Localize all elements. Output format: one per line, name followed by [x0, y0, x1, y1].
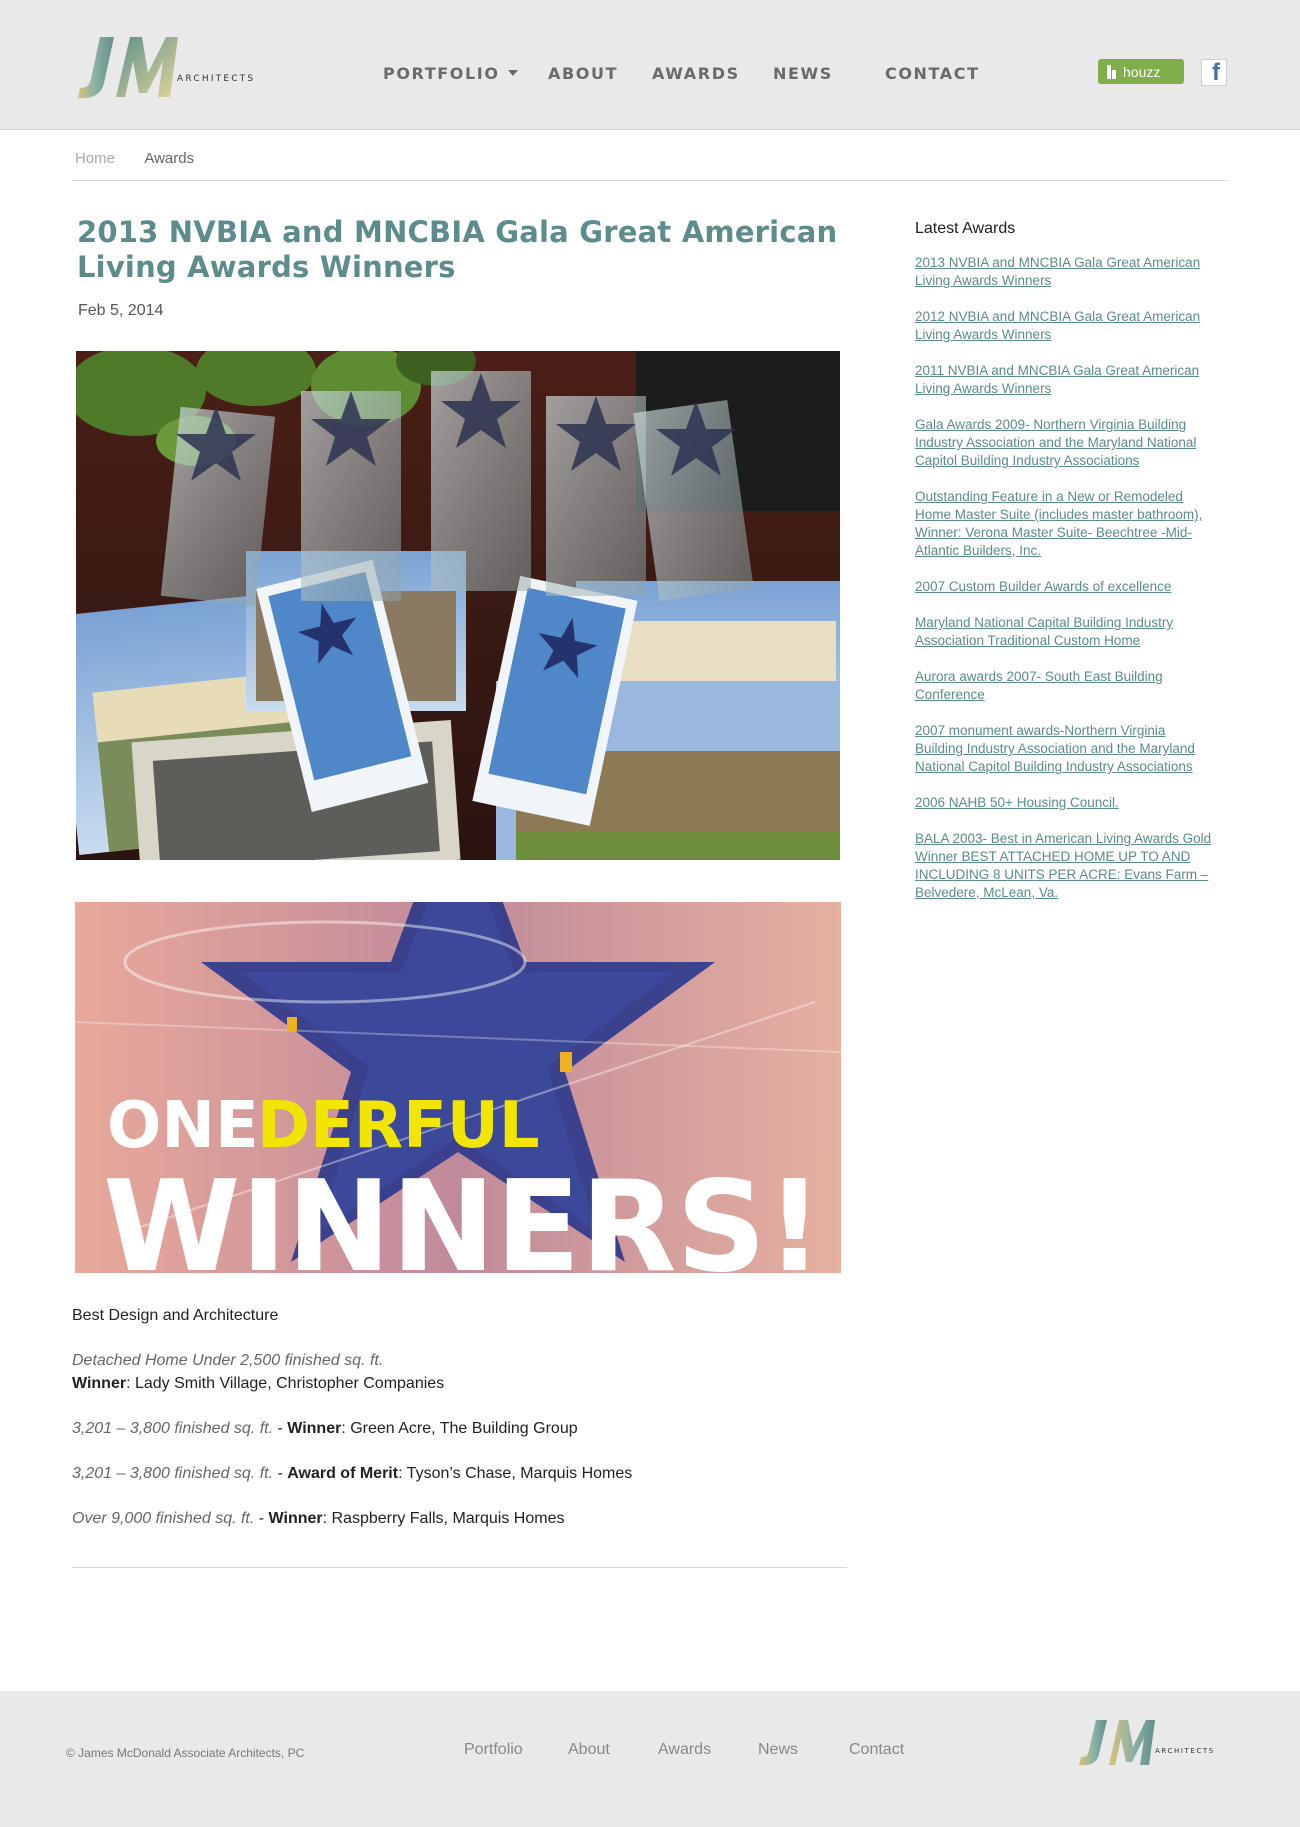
award-link[interactable]: 2006 NAHB 50+ Housing Council.	[915, 795, 1119, 810]
footer-jm-logo[interactable]	[1075, 1718, 1225, 1768]
award-entry	[72, 1462, 852, 1485]
award-category: Over 9,000 finished sq. ft.	[72, 1510, 255, 1527]
separator: -	[254, 1510, 269, 1527]
award-link[interactable]: Maryland National Capital Building Industry Association Traditional Custom Home	[915, 615, 1174, 648]
award-type: Award of Merit	[287, 1465, 399, 1482]
article-divider	[72, 1567, 847, 1568]
award-entry	[72, 1349, 852, 1372]
award-category: 3,201 – 3,800 finished sq. ft.	[72, 1465, 274, 1482]
breadcrumb-home[interactable]: Home	[75, 150, 116, 167]
award-link[interactable]: 2007 monument awards-Northern Virginia Building Industry Association and the Maryland National Capitol Building Industry Associations	[915, 723, 1195, 774]
footer-nav-portfolio[interactable]: Portfolio	[464, 1741, 523, 1758]
site-header	[0, 0, 1300, 130]
banner-one-text: ONE	[107, 1089, 259, 1163]
separator: -	[273, 1420, 288, 1437]
facebook-icon[interactable]	[1201, 59, 1227, 86]
logo-architects-text: ARCHITECTS	[177, 74, 256, 84]
list-item	[915, 722, 1215, 776]
award-link[interactable]: 2013 NVBIA and MNCBIA Gala Great American Living Awards Winners	[915, 255, 1201, 288]
award-entry	[72, 1507, 852, 1530]
houzz-label: houzz	[1123, 63, 1161, 80]
banner-derful-text: DERFUL	[257, 1089, 540, 1163]
footer-nav-news[interactable]: News	[758, 1741, 799, 1758]
footer-logo-architects-text: ARCHITECTS	[1155, 1747, 1215, 1755]
footer-nav-about[interactable]: About	[568, 1741, 610, 1758]
list-item	[915, 254, 1215, 290]
list-item	[915, 794, 1215, 812]
sidebar-heading: Latest Awards	[915, 220, 1016, 237]
award-entry	[72, 1417, 852, 1440]
award-link[interactable]: Outstanding Feature in a New or Remodeled Home Master Suite (includes master bathroom), Winner: Verona Master Suite- Beechtree -Mid-Atlantic Builders, Inc.	[915, 489, 1203, 558]
nav-about[interactable]: ABOUT	[548, 64, 619, 83]
separator: -	[273, 1465, 288, 1482]
awards-trophies-photo	[76, 351, 840, 860]
award-detail: : Raspberry Falls, Marquis Homes	[322, 1510, 565, 1527]
wonderful-winners-banner	[75, 902, 841, 1273]
latest-awards-sidebar	[915, 220, 1215, 920]
award-entry-result	[72, 1372, 852, 1395]
list-item	[915, 488, 1215, 560]
footer-nav-awards[interactable]: Awards	[658, 1741, 712, 1758]
banner-winners-text: WINNERS!	[103, 1153, 823, 1273]
list-item	[915, 308, 1215, 344]
list-item	[915, 416, 1215, 470]
nav-contact[interactable]: CONTACT	[885, 64, 980, 83]
post-date: Feb 5, 2014	[78, 302, 164, 319]
list-item	[915, 668, 1215, 704]
jm-architects-logo[interactable]	[72, 35, 272, 101]
award-type: Winner	[268, 1510, 323, 1527]
award-detail: : Lady Smith Village, Christopher Companies	[126, 1375, 445, 1392]
page-title: 2013 NVBIA and MNCBIA Gala Great American Living Awards Winners	[77, 215, 838, 284]
list-item	[915, 830, 1215, 902]
award-link[interactable]: 2011 NVBIA and MNCBIA Gala Great American Living Awards Winners	[915, 363, 1200, 396]
nav-awards[interactable]: AWARDS	[652, 64, 740, 83]
footer-nav-contact[interactable]: Contact	[849, 1741, 905, 1758]
award-detail: : Green Acre, The Building Group	[341, 1420, 578, 1437]
breadcrumb	[75, 150, 194, 167]
award-category: 3,201 – 3,800 finished sq. ft.	[72, 1420, 274, 1437]
award-category: Detached Home Under 2,500 finished sq. ft.	[72, 1352, 384, 1369]
list-item	[915, 578, 1215, 596]
award-link[interactable]: Gala Awards 2009- Northern Virginia Building Industry Association and the Maryland National Capitol Building Industry Associations	[915, 417, 1197, 468]
award-link[interactable]: 2007 Custom Builder Awards of excellence	[915, 579, 1172, 594]
chevron-down-icon	[508, 70, 518, 76]
list-item	[915, 614, 1215, 650]
site-footer	[0, 1691, 1300, 1827]
list-item	[915, 362, 1215, 398]
houzz-button[interactable]	[1098, 59, 1184, 84]
award-detail: : Tyson’s Chase, Marquis Homes	[398, 1465, 633, 1482]
award-link[interactable]: 2012 NVBIA and MNCBIA Gala Great American Living Awards Winners	[915, 309, 1201, 342]
nav-portfolio[interactable]	[383, 64, 518, 83]
facebook-glyph: f	[1212, 59, 1220, 86]
houzz-icon	[1107, 65, 1117, 79]
award-type: Winner	[72, 1375, 127, 1392]
nav-portfolio-label: PORTFOLIO	[383, 64, 500, 83]
section-heading: Best Design and Architecture	[72, 1307, 279, 1324]
award-type: Winner	[287, 1420, 342, 1437]
article-body	[72, 1304, 852, 1530]
nav-news[interactable]: NEWS	[773, 64, 833, 83]
award-link[interactable]: BALA 2003- Best in American Living Awards Gold Winner BEST ATTACHED HOME UP TO AND INCLUDING 8 UNITS PER ACRE: Evans Farm – Belvedere, McLean, Va.	[915, 831, 1212, 900]
breadcrumb-divider	[72, 180, 1227, 181]
awards-link-list	[915, 254, 1215, 902]
award-link[interactable]: Aurora awards 2007- South East Building Conference	[915, 669, 1163, 702]
copyright-text: © James McDonald Associate Architects, PC	[66, 1746, 305, 1760]
breadcrumb-current: Awards	[144, 150, 195, 167]
